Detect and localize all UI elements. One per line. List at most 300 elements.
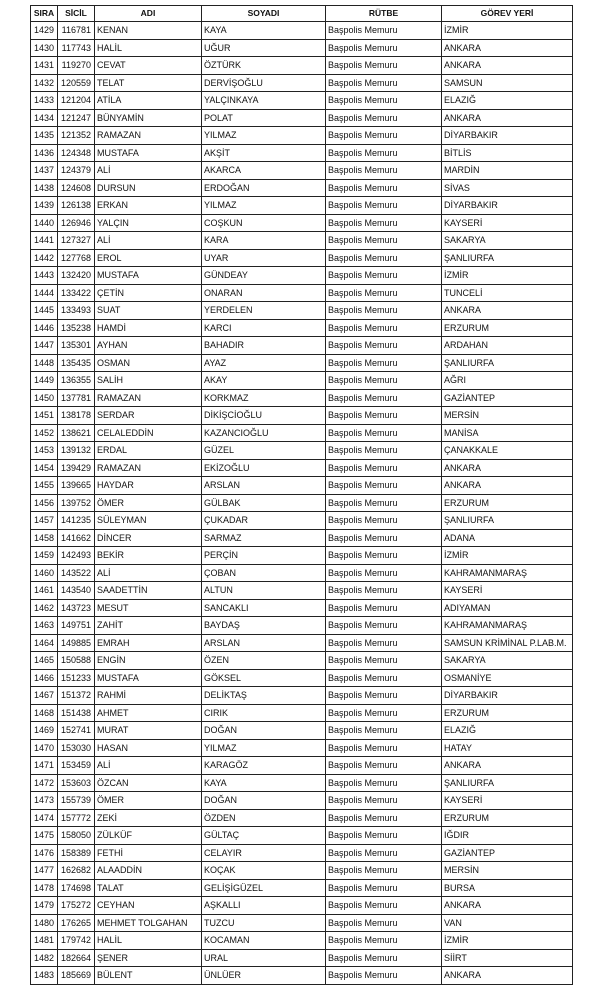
cell-adi: KENAN: [95, 22, 202, 40]
cell-sira: 1434: [31, 109, 58, 127]
cell-adi: ŞENER: [95, 949, 202, 967]
cell-soyadi: ÖZEN: [202, 652, 326, 670]
cell-sira: 1479: [31, 897, 58, 915]
cell-gorev-yeri: ERZURUM: [442, 809, 573, 827]
cell-sira: 1467: [31, 687, 58, 705]
cell-sicil: 116781: [58, 22, 95, 40]
cell-sira: 1474: [31, 809, 58, 827]
table-row: [31, 792, 573, 810]
cell-rutbe: Başpolis Memuru: [326, 599, 442, 617]
table-row: [31, 127, 573, 145]
cell-gorev-yeri: İZMİR: [442, 22, 573, 40]
cell-sicil: 135238: [58, 319, 95, 337]
table-row: [31, 739, 573, 757]
cell-sicil: 132420: [58, 267, 95, 285]
cell-sira: 1468: [31, 704, 58, 722]
cell-rutbe: Başpolis Memuru: [326, 57, 442, 75]
cell-soyadi: DOĞAN: [202, 722, 326, 740]
cell-rutbe: Başpolis Memuru: [326, 144, 442, 162]
cell-rutbe: Başpolis Memuru: [326, 582, 442, 600]
cell-sicil: 157772: [58, 809, 95, 827]
cell-sira: 1482: [31, 949, 58, 967]
cell-sira: 1455: [31, 477, 58, 495]
cell-gorev-yeri: ELAZIĞ: [442, 92, 573, 110]
cell-sicil: 158050: [58, 827, 95, 845]
cell-adi: ZAHİT: [95, 617, 202, 635]
cell-soyadi: ÖZTÜRK: [202, 57, 326, 75]
cell-adi: SERDAR: [95, 407, 202, 425]
cell-sira: 1447: [31, 337, 58, 355]
cell-soyadi: GÜLTAÇ: [202, 827, 326, 845]
cell-adi: AYHAN: [95, 337, 202, 355]
cell-sicil: 119270: [58, 57, 95, 75]
cell-adi: HALİL: [95, 932, 202, 950]
cell-sicil: 142493: [58, 547, 95, 565]
cell-gorev-yeri: ADANA: [442, 529, 573, 547]
cell-rutbe: Başpolis Memuru: [326, 844, 442, 862]
cell-gorev-yeri: TUNCELİ: [442, 284, 573, 302]
cell-rutbe: Başpolis Memuru: [326, 512, 442, 530]
cell-sira: 1432: [31, 74, 58, 92]
cell-gorev-yeri: BURSA: [442, 879, 573, 897]
table-row: [31, 897, 573, 915]
cell-sira: 1464: [31, 634, 58, 652]
cell-sicil: 133422: [58, 284, 95, 302]
table-row: [31, 494, 573, 512]
cell-gorev-yeri: ARDAHAN: [442, 337, 573, 355]
cell-sicil: 151372: [58, 687, 95, 705]
cell-soyadi: KAZANCIOĞLU: [202, 424, 326, 442]
cell-soyadi: UYAR: [202, 249, 326, 267]
cell-rutbe: Başpolis Memuru: [326, 739, 442, 757]
cell-soyadi: ÖZDEN: [202, 809, 326, 827]
cell-adi: HAYDAR: [95, 477, 202, 495]
cell-soyadi: SANCAKLI: [202, 599, 326, 617]
cell-sira: 1459: [31, 547, 58, 565]
header-sicil: SİCİL: [58, 6, 95, 22]
cell-soyadi: UĞUR: [202, 39, 326, 57]
cell-soyadi: SARMAZ: [202, 529, 326, 547]
cell-rutbe: Başpolis Memuru: [326, 774, 442, 792]
table-row: [31, 477, 573, 495]
cell-soyadi: EKİZOĞLU: [202, 459, 326, 477]
cell-soyadi: KARA: [202, 232, 326, 250]
table-row: [31, 92, 573, 110]
cell-adi: SUAT: [95, 302, 202, 320]
cell-sicil: 124608: [58, 179, 95, 197]
table-row: [31, 179, 573, 197]
cell-soyadi: GELİŞİGÜZEL: [202, 879, 326, 897]
cell-rutbe: Başpolis Memuru: [326, 319, 442, 337]
cell-sira: 1430: [31, 39, 58, 57]
cell-rutbe: Başpolis Memuru: [326, 529, 442, 547]
cell-adi: OSMAN: [95, 354, 202, 372]
cell-gorev-yeri: ANKARA: [442, 109, 573, 127]
table-row: [31, 372, 573, 390]
cell-adi: ZEKİ: [95, 809, 202, 827]
table-body: [31, 22, 573, 985]
table-row: [31, 774, 573, 792]
cell-sira: 1449: [31, 372, 58, 390]
cell-gorev-yeri: ERZURUM: [442, 494, 573, 512]
cell-rutbe: Başpolis Memuru: [326, 232, 442, 250]
cell-rutbe: Başpolis Memuru: [326, 949, 442, 967]
cell-gorev-yeri: ERZURUM: [442, 319, 573, 337]
cell-gorev-yeri: ANKARA: [442, 39, 573, 57]
cell-sira: 1481: [31, 932, 58, 950]
cell-soyadi: KORKMAZ: [202, 389, 326, 407]
cell-adi: RAHMİ: [95, 687, 202, 705]
cell-sira: 1457: [31, 512, 58, 530]
cell-sicil: 179742: [58, 932, 95, 950]
cell-adi: DİNCER: [95, 529, 202, 547]
cell-adi: TALAT: [95, 879, 202, 897]
cell-soyadi: GÜNDEAY: [202, 267, 326, 285]
cell-gorev-yeri: SAKARYA: [442, 232, 573, 250]
cell-sira: 1480: [31, 914, 58, 932]
cell-rutbe: Başpolis Memuru: [326, 634, 442, 652]
cell-adi: HALİL: [95, 39, 202, 57]
header-gorev-yeri: GÖREV YERİ: [442, 6, 573, 22]
cell-adi: FETHİ: [95, 844, 202, 862]
cell-sicil: 127327: [58, 232, 95, 250]
cell-sicil: 139752: [58, 494, 95, 512]
cell-rutbe: Başpolis Memuru: [326, 302, 442, 320]
cell-gorev-yeri: İZMİR: [442, 267, 573, 285]
table-row: [31, 669, 573, 687]
table-row: [31, 22, 573, 40]
cell-gorev-yeri: DİYARBAKIR: [442, 127, 573, 145]
cell-gorev-yeri: İZMİR: [442, 932, 573, 950]
cell-gorev-yeri: KAYSERİ: [442, 792, 573, 810]
cell-soyadi: CIRIK: [202, 704, 326, 722]
cell-sicil: 151233: [58, 669, 95, 687]
cell-gorev-yeri: SİİRT: [442, 949, 573, 967]
cell-sicil: 139132: [58, 442, 95, 460]
cell-sira: 1478: [31, 879, 58, 897]
table-row: [31, 757, 573, 775]
table-row: [31, 722, 573, 740]
table-row: [31, 862, 573, 880]
cell-gorev-yeri: IĞDIR: [442, 827, 573, 845]
table-row: [31, 809, 573, 827]
cell-sira: 1431: [31, 57, 58, 75]
cell-adi: SALİH: [95, 372, 202, 390]
cell-sicil: 174698: [58, 879, 95, 897]
cell-adi: MUSTAFA: [95, 144, 202, 162]
cell-sicil: 136355: [58, 372, 95, 390]
table-row: [31, 214, 573, 232]
cell-sicil: 138178: [58, 407, 95, 425]
cell-soyadi: DERVİŞOĞLU: [202, 74, 326, 92]
table-row: [31, 249, 573, 267]
cell-adi: HASAN: [95, 739, 202, 757]
cell-sicil: 149751: [58, 617, 95, 635]
cell-adi: EROL: [95, 249, 202, 267]
cell-adi: CELALEDDİN: [95, 424, 202, 442]
cell-rutbe: Başpolis Memuru: [326, 494, 442, 512]
cell-sira: 1441: [31, 232, 58, 250]
cell-gorev-yeri: ADIYAMAN: [442, 599, 573, 617]
cell-adi: SAADETTİN: [95, 582, 202, 600]
cell-sira: 1454: [31, 459, 58, 477]
cell-sira: 1433: [31, 92, 58, 110]
cell-sira: 1476: [31, 844, 58, 862]
cell-sicil: 121204: [58, 92, 95, 110]
cell-adi: MUSTAFA: [95, 267, 202, 285]
cell-soyadi: AŞKALLI: [202, 897, 326, 915]
cell-sira: 1444: [31, 284, 58, 302]
cell-adi: MEHMET TOLGAHAN: [95, 914, 202, 932]
table-row: [31, 459, 573, 477]
cell-sira: 1437: [31, 162, 58, 180]
cell-gorev-yeri: SAKARYA: [442, 652, 573, 670]
cell-gorev-yeri: OSMANİYE: [442, 669, 573, 687]
cell-soyadi: GÜZEL: [202, 442, 326, 460]
personnel-table: [30, 5, 573, 985]
cell-sira: 1470: [31, 739, 58, 757]
table-row: [31, 512, 573, 530]
cell-sicil: 126138: [58, 197, 95, 215]
cell-sira: 1446: [31, 319, 58, 337]
cell-gorev-yeri: HATAY: [442, 739, 573, 757]
cell-soyadi: DOĞAN: [202, 792, 326, 810]
cell-adi: ALİ: [95, 162, 202, 180]
cell-gorev-yeri: ŞANLIURFA: [442, 512, 573, 530]
cell-soyadi: ERDOĞAN: [202, 179, 326, 197]
cell-sicil: 162682: [58, 862, 95, 880]
table-row: [31, 564, 573, 582]
cell-gorev-yeri: KAYSERİ: [442, 214, 573, 232]
table-row: [31, 389, 573, 407]
cell-sira: 1448: [31, 354, 58, 372]
cell-sicil: 182664: [58, 949, 95, 967]
table-row: [31, 407, 573, 425]
cell-gorev-yeri: ANKARA: [442, 459, 573, 477]
cell-sicil: 143723: [58, 599, 95, 617]
cell-sicil: 141235: [58, 512, 95, 530]
cell-adi: MURAT: [95, 722, 202, 740]
cell-adi: ALAADDİN: [95, 862, 202, 880]
cell-adi: TELAT: [95, 74, 202, 92]
cell-rutbe: Başpolis Memuru: [326, 22, 442, 40]
cell-adi: ÖMER: [95, 792, 202, 810]
cell-adi: CEYHAN: [95, 897, 202, 915]
cell-sicil: 153603: [58, 774, 95, 792]
cell-sicil: 153459: [58, 757, 95, 775]
cell-rutbe: Başpolis Memuru: [326, 459, 442, 477]
cell-adi: BÜLENT: [95, 967, 202, 985]
cell-sira: 1473: [31, 792, 58, 810]
cell-gorev-yeri: DİYARBAKIR: [442, 197, 573, 215]
cell-rutbe: Başpolis Memuru: [326, 932, 442, 950]
cell-rutbe: Başpolis Memuru: [326, 442, 442, 460]
table-row: [31, 442, 573, 460]
cell-adi: RAMAZAN: [95, 389, 202, 407]
cell-adi: ALİ: [95, 564, 202, 582]
cell-sira: 1451: [31, 407, 58, 425]
cell-sicil: 150588: [58, 652, 95, 670]
cell-soyadi: AKARCA: [202, 162, 326, 180]
cell-rutbe: Başpolis Memuru: [326, 722, 442, 740]
cell-gorev-yeri: KAHRAMANMARAŞ: [442, 617, 573, 635]
table-row: [31, 547, 573, 565]
cell-adi: ERDAL: [95, 442, 202, 460]
cell-gorev-yeri: SAMSUN: [442, 74, 573, 92]
table-row: [31, 319, 573, 337]
cell-gorev-yeri: VAN: [442, 914, 573, 932]
cell-rutbe: Başpolis Memuru: [326, 687, 442, 705]
cell-rutbe: Başpolis Memuru: [326, 284, 442, 302]
table-row: [31, 879, 573, 897]
cell-soyadi: AYAZ: [202, 354, 326, 372]
cell-sicil: 124379: [58, 162, 95, 180]
cell-adi: ÖZCAN: [95, 774, 202, 792]
cell-soyadi: AKAY: [202, 372, 326, 390]
cell-soyadi: ÇUKADAR: [202, 512, 326, 530]
cell-rutbe: Başpolis Memuru: [326, 827, 442, 845]
header-rutbe: RÜTBE: [326, 6, 442, 22]
cell-soyadi: BAYDAŞ: [202, 617, 326, 635]
cell-adi: ÖMER: [95, 494, 202, 512]
table-row: [31, 932, 573, 950]
cell-sicil: 158389: [58, 844, 95, 862]
cell-soyadi: KOÇAK: [202, 862, 326, 880]
cell-adi: BEKİR: [95, 547, 202, 565]
cell-rutbe: Başpolis Memuru: [326, 809, 442, 827]
cell-soyadi: ALTUN: [202, 582, 326, 600]
cell-adi: ENGİN: [95, 652, 202, 670]
table-row: [31, 109, 573, 127]
cell-gorev-yeri: BİTLİS: [442, 144, 573, 162]
cell-soyadi: ONARAN: [202, 284, 326, 302]
table-header-row: [31, 6, 573, 22]
cell-soyadi: DELİKTAŞ: [202, 687, 326, 705]
cell-soyadi: GÜLBAK: [202, 494, 326, 512]
cell-rutbe: Başpolis Memuru: [326, 424, 442, 442]
cell-sicil: 185669: [58, 967, 95, 985]
cell-soyadi: PERÇİN: [202, 547, 326, 565]
cell-soyadi: KAYA: [202, 22, 326, 40]
cell-gorev-yeri: SAMSUN KRİMİNAL P.LAB.M.: [442, 634, 573, 652]
cell-soyadi: KAYA: [202, 774, 326, 792]
cell-rutbe: Başpolis Memuru: [326, 162, 442, 180]
cell-sicil: 151438: [58, 704, 95, 722]
table-row: [31, 162, 573, 180]
cell-sicil: 175272: [58, 897, 95, 915]
cell-soyadi: KARCI: [202, 319, 326, 337]
cell-soyadi: DİKİŞCİOĞLU: [202, 407, 326, 425]
cell-sicil: 117743: [58, 39, 95, 57]
cell-sira: 1436: [31, 144, 58, 162]
cell-rutbe: Başpolis Memuru: [326, 792, 442, 810]
cell-sicil: 141662: [58, 529, 95, 547]
cell-sicil: 176265: [58, 914, 95, 932]
table-row: [31, 267, 573, 285]
cell-soyadi: ÜNLÜER: [202, 967, 326, 985]
cell-sira: 1453: [31, 442, 58, 460]
cell-gorev-yeri: MERSİN: [442, 407, 573, 425]
cell-rutbe: Başpolis Memuru: [326, 862, 442, 880]
cell-sicil: 135435: [58, 354, 95, 372]
cell-sicil: 139665: [58, 477, 95, 495]
cell-soyadi: TUZCU: [202, 914, 326, 932]
table-row: [31, 424, 573, 442]
cell-soyadi: GÖKSEL: [202, 669, 326, 687]
table-row: [31, 144, 573, 162]
cell-gorev-yeri: ANKARA: [442, 897, 573, 915]
cell-rutbe: Başpolis Memuru: [326, 92, 442, 110]
table-row: [31, 914, 573, 932]
cell-sicil: 139429: [58, 459, 95, 477]
table-row: [31, 827, 573, 845]
cell-sicil: 137781: [58, 389, 95, 407]
cell-gorev-yeri: ANKARA: [442, 477, 573, 495]
cell-rutbe: Başpolis Memuru: [326, 617, 442, 635]
cell-sicil: 120559: [58, 74, 95, 92]
cell-sira: 1439: [31, 197, 58, 215]
table-row: [31, 232, 573, 250]
cell-rutbe: Başpolis Memuru: [326, 249, 442, 267]
cell-rutbe: Başpolis Memuru: [326, 914, 442, 932]
cell-sira: 1435: [31, 127, 58, 145]
table-row: [31, 599, 573, 617]
cell-sira: 1443: [31, 267, 58, 285]
cell-rutbe: Başpolis Memuru: [326, 879, 442, 897]
cell-adi: SÜLEYMAN: [95, 512, 202, 530]
cell-sira: 1469: [31, 722, 58, 740]
cell-sira: 1452: [31, 424, 58, 442]
cell-gorev-yeri: ŞANLIURFA: [442, 249, 573, 267]
cell-sira: 1463: [31, 617, 58, 635]
cell-soyadi: YALÇINKAYA: [202, 92, 326, 110]
cell-gorev-yeri: ANKARA: [442, 302, 573, 320]
cell-soyadi: AKŞİT: [202, 144, 326, 162]
cell-soyadi: KOCAMAN: [202, 932, 326, 950]
cell-adi: RAMAZAN: [95, 127, 202, 145]
cell-gorev-yeri: ŞANLIURFA: [442, 354, 573, 372]
cell-gorev-yeri: ANKARA: [442, 967, 573, 985]
table-row: [31, 39, 573, 57]
cell-sicil: 153030: [58, 739, 95, 757]
cell-sira: 1472: [31, 774, 58, 792]
cell-rutbe: Başpolis Memuru: [326, 39, 442, 57]
cell-soyadi: KARAGÖZ: [202, 757, 326, 775]
cell-sira: 1438: [31, 179, 58, 197]
table-row: [31, 617, 573, 635]
cell-soyadi: YILMAZ: [202, 127, 326, 145]
cell-rutbe: Başpolis Memuru: [326, 127, 442, 145]
cell-rutbe: Başpolis Memuru: [326, 214, 442, 232]
cell-adi: EMRAH: [95, 634, 202, 652]
cell-gorev-yeri: MARDİN: [442, 162, 573, 180]
cell-adi: AHMET: [95, 704, 202, 722]
cell-rutbe: Başpolis Memuru: [326, 109, 442, 127]
table-row: [31, 354, 573, 372]
cell-soyadi: CELAYIR: [202, 844, 326, 862]
cell-soyadi: YILMAZ: [202, 739, 326, 757]
table-row: [31, 634, 573, 652]
header-soyadi: SOYADI: [202, 6, 326, 22]
cell-sira: 1456: [31, 494, 58, 512]
cell-rutbe: Başpolis Memuru: [326, 372, 442, 390]
cell-soyadi: ÇOBAN: [202, 564, 326, 582]
cell-adi: BÜNYAMİN: [95, 109, 202, 127]
table-row: [31, 949, 573, 967]
cell-rutbe: Başpolis Memuru: [326, 967, 442, 985]
cell-sira: 1465: [31, 652, 58, 670]
cell-rutbe: Başpolis Memuru: [326, 197, 442, 215]
